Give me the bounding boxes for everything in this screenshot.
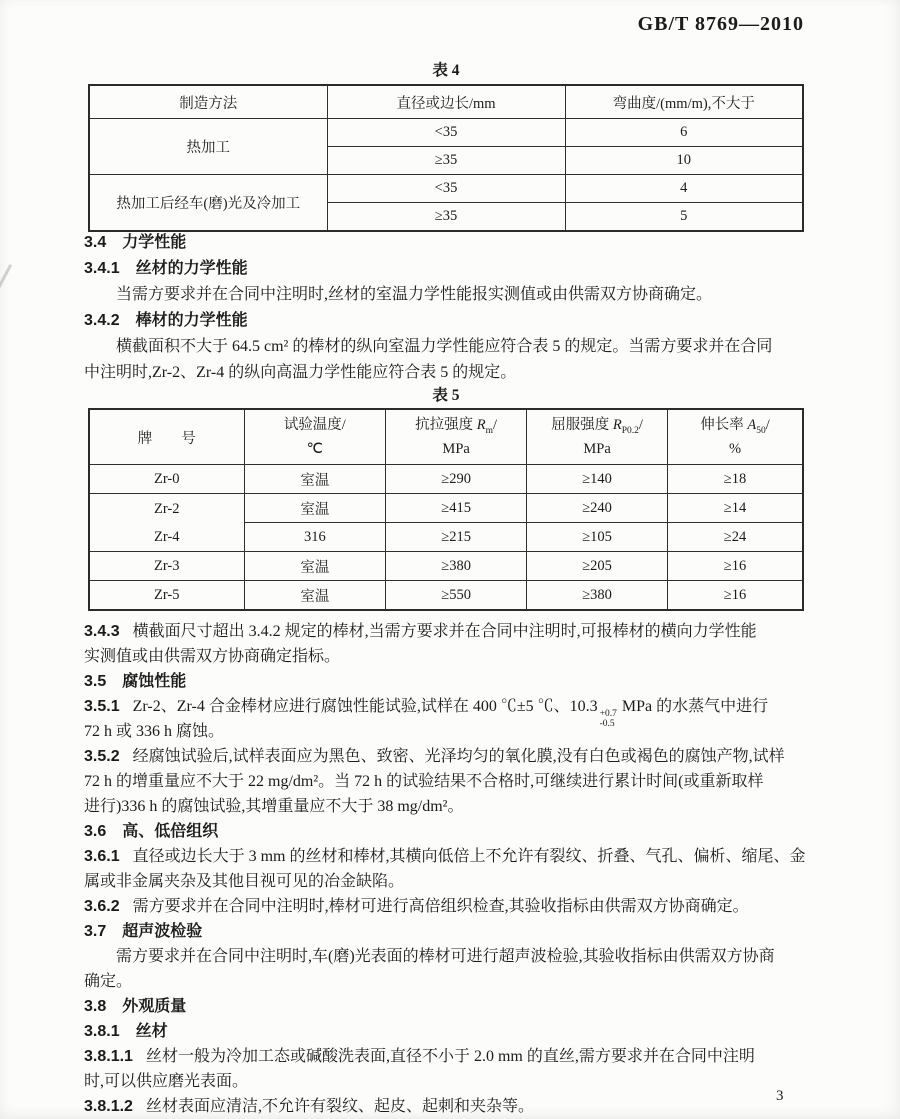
paragraph: 进行)336 h 的腐蚀试验,其增重量应不大于 38 mg/dm²。 <box>84 798 464 815</box>
cell-method: 热加工 <box>89 119 327 175</box>
cell-bend: 6 <box>565 119 803 147</box>
column-header-bend: 弯曲度/(mm/m),不大于 <box>565 85 803 119</box>
header-line1: 抗拉强度 $R_m/$ <box>415 417 498 436</box>
section-heading-3-8-1 <box>84 1019 820 1044</box>
grade-zr4: Zr-4 <box>154 528 180 545</box>
cell-rm: ≥415 <box>386 494 527 523</box>
column-header-tensile-strength <box>386 409 527 465</box>
cell-grade: Zr-5 <box>89 581 244 611</box>
column-header-test-temp <box>244 409 386 465</box>
table-row <box>89 494 803 523</box>
cell-temp: 316 <box>244 523 386 552</box>
clause-number: 3.5 <box>84 673 107 690</box>
paragraph: 时,可以供应磨光表面。 <box>84 1073 249 1090</box>
clause-number: 3.8 <box>84 998 107 1015</box>
lower-body <box>84 619 820 1119</box>
section-heading-3-5 <box>84 669 820 694</box>
cell-size: ≥35 <box>327 147 565 175</box>
cell-temp: 室温 <box>244 581 386 611</box>
clause-number: 3.6 <box>84 823 107 840</box>
clause-title: 超声波检验 <box>122 923 203 940</box>
cell-method: 热加工后经车(磨)光及冷加工 <box>89 175 327 232</box>
paragraph: 需方要求并在合同中注明时,车(磨)光表面的棒材可进行超声波检验,其验收指标由供需双方协商 <box>116 948 775 965</box>
section-heading-3-4-1 <box>84 256 820 282</box>
cell-rp: ≥205 <box>527 552 668 581</box>
table-row <box>89 552 803 581</box>
cell-el: ≥18 <box>668 465 803 494</box>
cell-el: ≥14 <box>668 494 803 523</box>
paragraph: 72 h 的增重量应不大于 22 mg/dm²。当 72 h 的试验结果不合格时,可继续进行累计时间(或重新取样 <box>84 773 764 790</box>
paragraph: 确定。 <box>84 973 133 990</box>
paragraph: 属或非金属夹杂及其他目视可见的冶金缺陷。 <box>84 873 405 890</box>
clause-number: 3.6.1 <box>84 848 120 865</box>
clause-number: 3.7 <box>84 923 107 940</box>
section-heading-3-7 <box>84 919 820 944</box>
cell-size: <35 <box>327 175 565 203</box>
paragraph: 中注明时,Zr-2、Zr-4 的纵向高温力学性能应符合表 5 的规定。 <box>84 364 517 381</box>
grade-zr2: Zr-2 <box>154 500 180 517</box>
cell-rp: ≥380 <box>527 581 668 611</box>
clause-title: 高、低倍组织 <box>122 823 219 840</box>
cell-rm: ≥215 <box>386 523 527 552</box>
clause-number: 3.6.2 <box>84 898 120 915</box>
column-header-yield-strength <box>527 409 668 465</box>
cell-el: ≥24 <box>668 523 803 552</box>
paragraph: 实测值或由供需双方协商确定指标。 <box>84 648 341 665</box>
paragraph-3-6-2: 3.6.2 需方要求并在合同中注明时,棒材可进行高倍组织检查,其验收指标由供需双方协商确定。 <box>84 898 749 915</box>
cell-el: ≥16 <box>668 552 803 581</box>
cell-bend: 4 <box>565 175 803 203</box>
table-row <box>89 119 803 147</box>
clause-number: 3.8.1.2 <box>84 1098 133 1115</box>
table-mechanical-properties <box>88 408 804 611</box>
tolerance-stack <box>600 710 617 729</box>
section-heading-3-4 <box>84 230 820 256</box>
paragraph-3-8-1-2: 3.8.1.2 丝材表面应清洁,不允许有裂纹、起皮、起刺和夹杂等。 <box>84 1098 534 1115</box>
clause-title: 力学性能 <box>122 234 187 251</box>
paragraph-3-5-2: 3.5.2 经腐蚀试验后,试样表面应为黑色、致密、光泽均匀的氧化膜,没有白色或褐色的腐蚀产物,试样 <box>84 748 785 765</box>
header-line2: % <box>728 441 742 457</box>
cell-grade: Zr-0 <box>89 465 244 494</box>
section-heading-3-8 <box>84 994 820 1019</box>
header-line1: 试验温度/ <box>283 417 346 433</box>
cell-temp: 室温 <box>244 465 386 494</box>
tolerance-upper: +0.7 <box>599 709 617 719</box>
clause-number: 3.4.1 <box>84 260 120 277</box>
column-header-elongation <box>668 409 803 465</box>
clause-title: 棒材的力学性能 <box>135 312 248 329</box>
header-line1: 屈服强度 $R_{P0.2}/$ <box>551 417 643 436</box>
cell-bend: 10 <box>565 147 803 175</box>
paragraph-3-4-3: 3.4.3 横截面尺寸超出 3.4.2 规定的棒材,当需方要求并在合同中注明时,可报棒材的横向力学性能 <box>84 623 757 640</box>
table5-caption: 表 5 <box>432 387 460 404</box>
cell-bend: 5 <box>565 203 803 232</box>
section-heading-3-6 <box>84 819 820 844</box>
page-number: 3 <box>776 1088 784 1104</box>
paragraph: 横截面积不大于 64.5 cm² 的棒材的纵向室温力学性能应符合表 5 的规定。当需方要求并在合同 <box>116 338 773 355</box>
clause-title: 丝材的力学性能 <box>135 260 248 277</box>
cell-el: ≥16 <box>668 581 803 611</box>
paragraph-3-5-1: 3.5.1 Zr-2、Zr-4 合金棒材应进行腐蚀性能试验,试样在 400 ℃±5 ℃、10.3 +0.7 -0.5 MPa 的水蒸气中进行 <box>84 698 769 729</box>
table-row <box>89 85 803 119</box>
cell-grade: Zr-3 <box>89 552 244 581</box>
clause-number: 3.4.2 <box>84 312 120 329</box>
table-row <box>89 465 803 494</box>
cell-rm: ≥290 <box>386 465 527 494</box>
clause-number: 3.4.3 <box>84 623 120 640</box>
table-row <box>89 581 803 611</box>
cell-temp: 室温 <box>244 494 386 523</box>
clause-number: 3.5.2 <box>84 748 120 765</box>
cell-rm: ≥380 <box>386 552 527 581</box>
clause-title: 外观质量 <box>122 998 187 1015</box>
header-line2: ℃ <box>306 441 323 457</box>
cell-grade-merged <box>89 494 244 552</box>
cell-rp: ≥240 <box>527 494 668 523</box>
header-line1: 伸长率 $A_{50}/$ <box>700 417 770 436</box>
cell-rp: ≥105 <box>527 523 668 552</box>
table-row <box>89 409 803 465</box>
column-header-grade: 牌 号 <box>89 409 244 465</box>
clause-number: 3.8.1.1 <box>84 1048 133 1065</box>
cell-rp: ≥140 <box>527 465 668 494</box>
cell-temp: 室温 <box>244 552 386 581</box>
cell-rm: ≥550 <box>386 581 527 611</box>
header-line2: MPa <box>583 441 611 457</box>
header-line2: MPa <box>442 441 470 457</box>
paragraph: 当需方要求并在合同中注明时,丝材的室温力学性能报实测值或由供需双方协商确定。 <box>116 286 713 303</box>
column-header-method: 制造方法 <box>89 85 327 119</box>
clause-title: 腐蚀性能 <box>122 673 187 690</box>
table-bend-requirements <box>88 84 804 232</box>
paragraph-3-8-1-1: 3.8.1.1 丝材一般为冷加工态或碱酸洗表面,直径不小于 2.0 mm 的直丝,需方要求并在合同中注明 <box>84 1048 755 1065</box>
table-row <box>89 175 803 203</box>
paragraph-3-6-1: 3.6.1 直径或边长大于 3 mm 的丝材和棒材,其横向低倍上不允许有裂纹、折叠、气孔、偏析、缩尾、金 <box>84 848 806 865</box>
scan-artifact <box>0 264 26 312</box>
cell-size: ≥35 <box>327 203 565 232</box>
section-heading-3-4-2 <box>84 308 820 334</box>
tolerance-lower: -0.5 <box>599 718 615 729</box>
clause-number: 3.8.1 <box>84 1023 120 1040</box>
cell-size: <35 <box>327 119 565 147</box>
clause-number: 3.4 <box>84 234 107 251</box>
clause-number: 3.5.1 <box>84 698 120 715</box>
clause-title: 丝材 <box>135 1023 168 1040</box>
document-body <box>84 230 820 1119</box>
table4-caption: 表 4 <box>432 62 460 79</box>
column-header-size: 直径或边长/mm <box>327 85 565 119</box>
standard-number-header: GB/T 8769—2010 <box>637 13 804 35</box>
paragraph: 72 h 或 336 h 腐蚀。 <box>84 723 225 740</box>
